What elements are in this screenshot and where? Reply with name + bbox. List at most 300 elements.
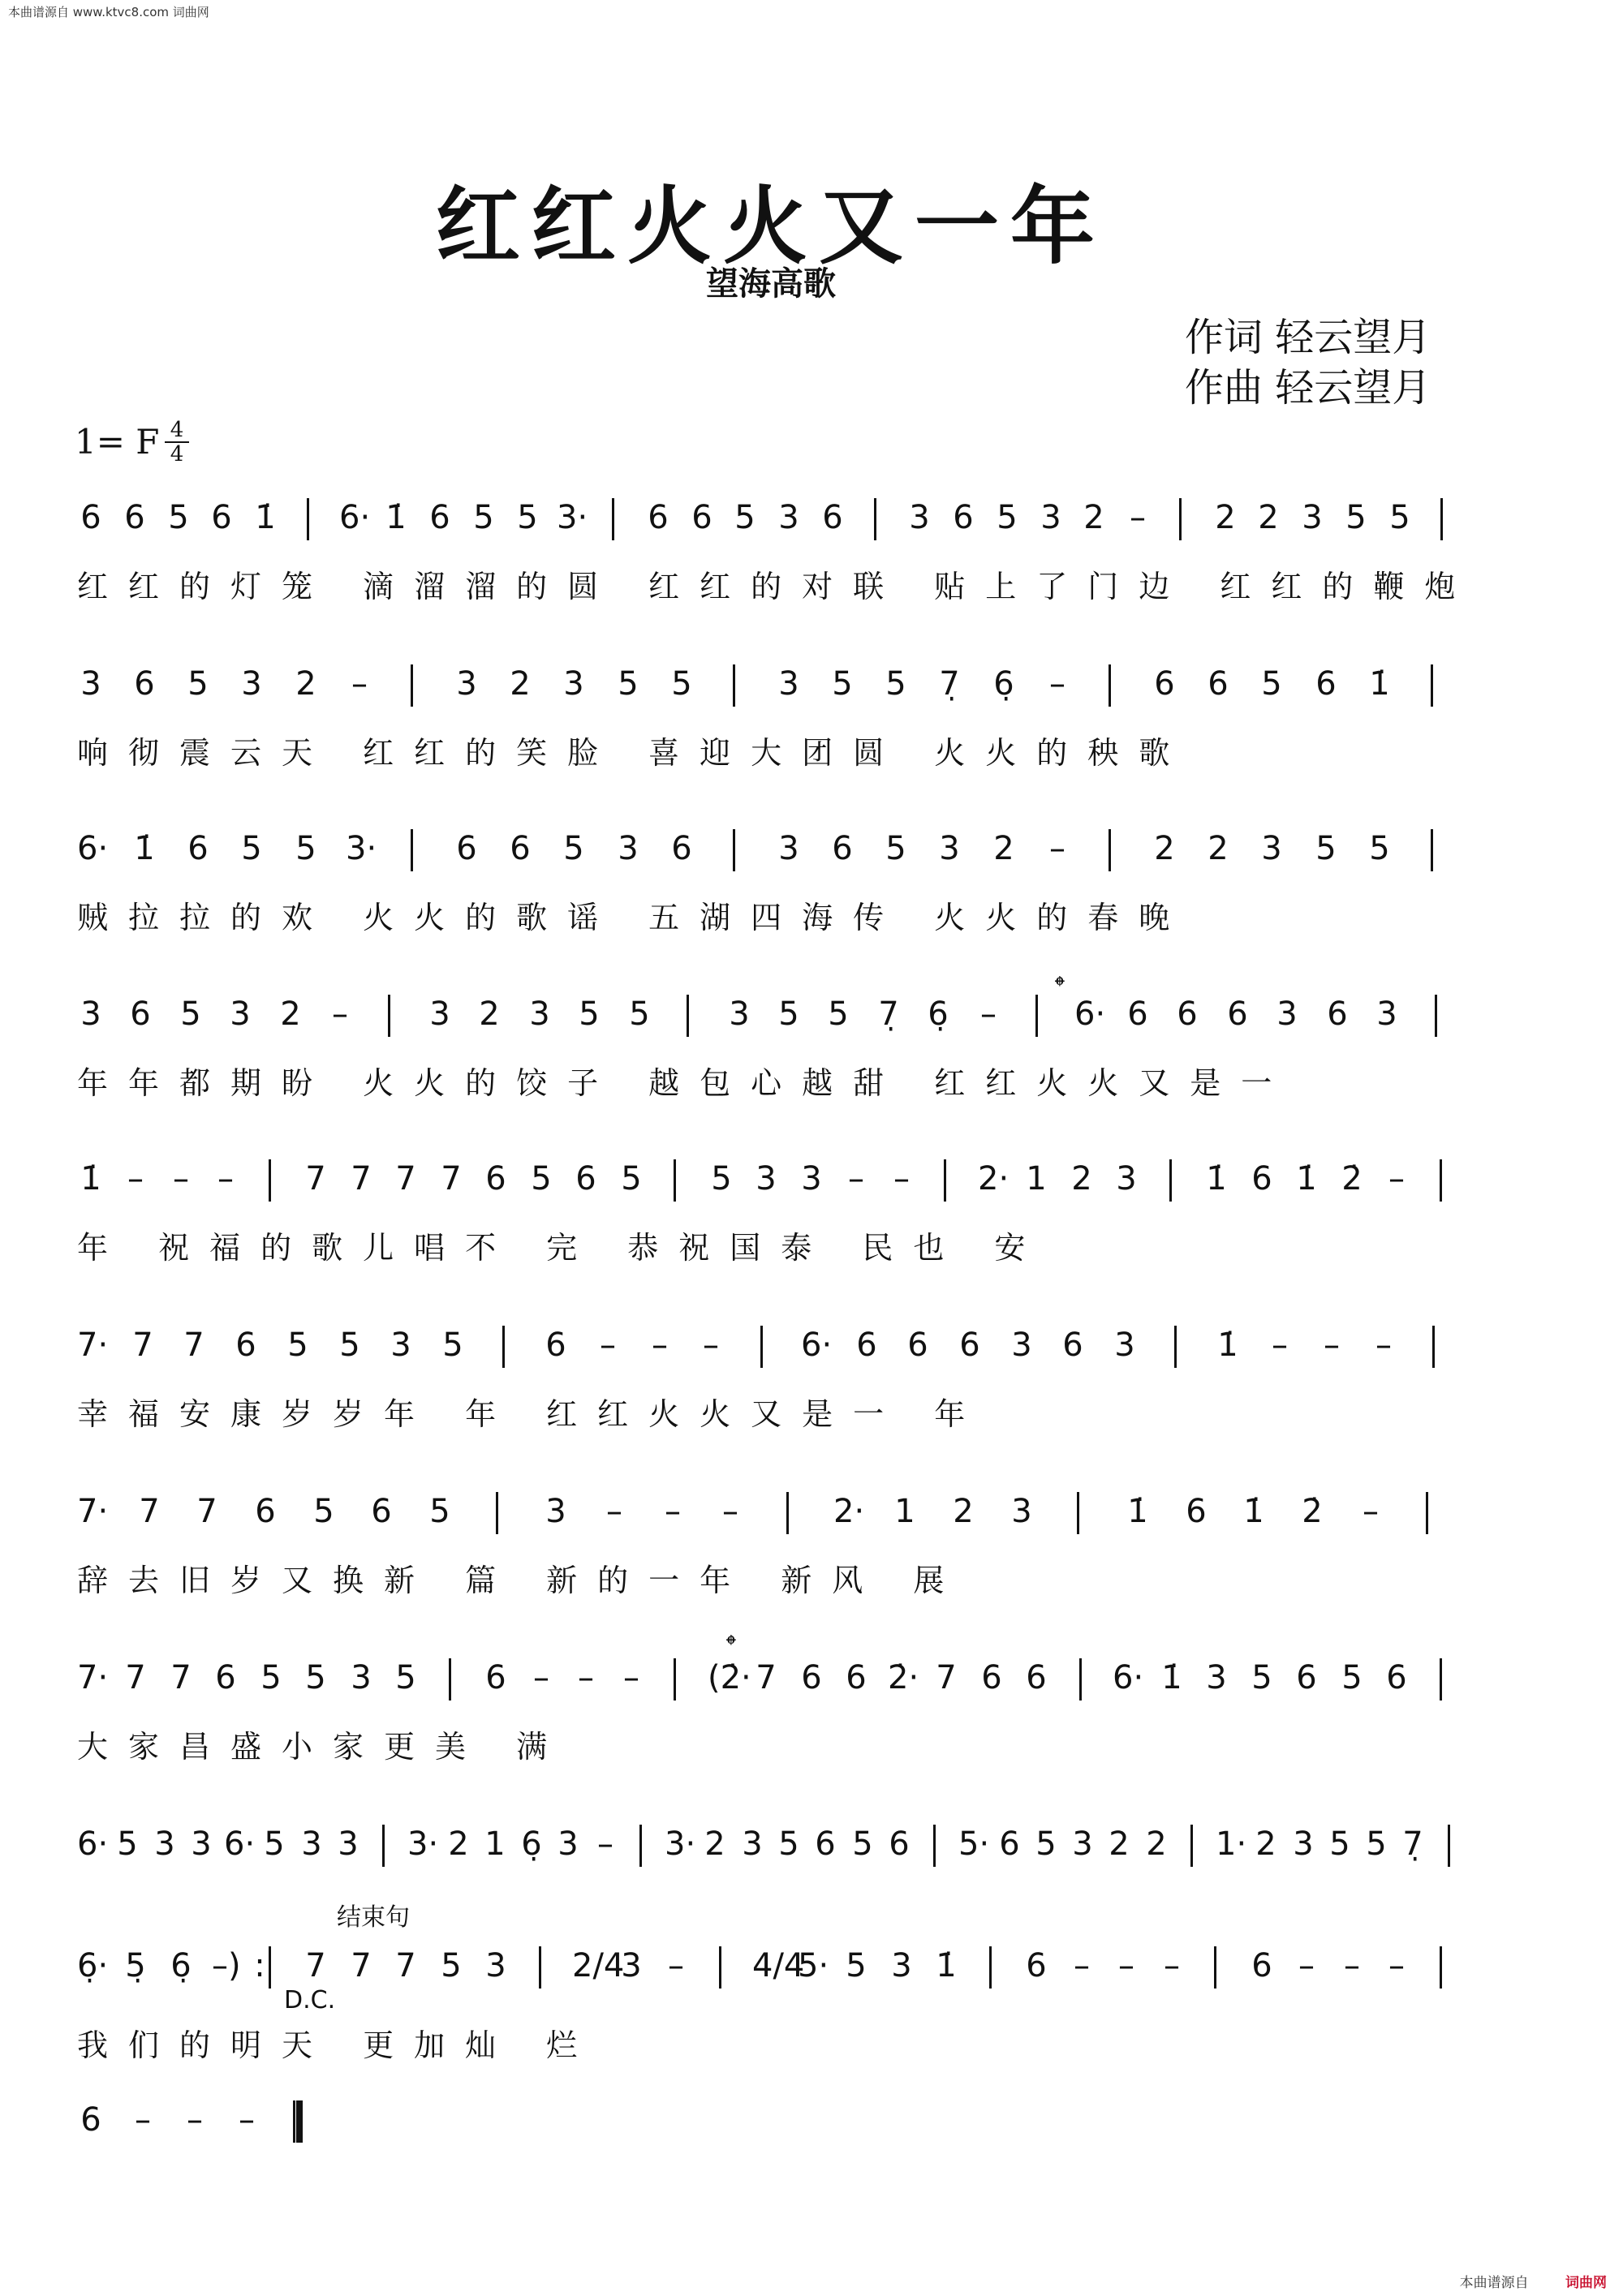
note: 5 [295,830,316,867]
dash-extension: – [597,1825,613,1863]
note: 6 [187,830,209,867]
note: 6 [1127,995,1148,1033]
score-system [77,1322,1473,1452]
note: 3 [778,499,799,536]
note: 6 [1062,1326,1083,1364]
note: 5 [1341,1659,1363,1696]
note: 3 [338,1825,359,1863]
note: 3 [1011,1493,1032,1530]
note: 6 [648,499,669,536]
barline [539,1946,541,1989]
note: 5 [618,665,639,703]
dash-extension: – [1164,1947,1180,1984]
barline [1440,1946,1442,1989]
note: 5 [1261,665,1282,703]
note: 5 [1251,1659,1272,1696]
note: 2 [1215,499,1236,536]
dash-extension: – [665,1493,681,1530]
note: 6 [429,499,450,536]
note: 3 [191,1825,212,1863]
note: 5 [264,1825,285,1863]
barline [496,1492,498,1534]
note: 3 [891,1947,912,1984]
note: 3 [621,1947,642,1984]
dash-extension: – [980,995,997,1033]
note: 6 [1327,995,1348,1033]
note: 7 [132,1326,153,1364]
note: 3 [563,665,584,703]
note: 6 [485,1160,506,1197]
note: 3 [456,665,477,703]
note: 1̇ [1217,1326,1238,1364]
note: 5· [798,1947,829,1984]
note: 4/4 [752,1947,805,1984]
score-system [77,495,1476,625]
note: 5 [517,499,538,536]
barline [269,1159,271,1202]
note: 5 [395,1659,416,1696]
bottom-watermark-site: 词曲网 [1565,2275,1607,2291]
note: 6 [545,1326,566,1364]
note: 5 [1345,499,1367,536]
barline [944,1159,946,1202]
dash-extension: – [127,1160,144,1197]
note: 6· [339,499,371,536]
note: 5 [339,1326,360,1364]
note: 6 [130,995,151,1033]
note: 6 [1026,1947,1047,1984]
barline [411,664,413,707]
credits-block [1185,312,1431,413]
barline [307,498,309,540]
dash-extension: – [606,1493,622,1530]
lyrics-row: 红红的灯笼 滴溜溜的圆 红红的对联 贴上了门边 红红的鞭炮 [77,569,1476,604]
note: 3 [485,1947,506,1984]
note: 7̣ [878,995,899,1033]
note: 6 [671,830,692,867]
note: 6̣ [170,1947,192,1984]
note: 7 [170,1659,192,1696]
note: 3 [80,665,101,703]
dash-extension: – [668,1947,684,1984]
barline [1174,1326,1177,1368]
note: 6 [371,1493,392,1530]
note: 3 [1293,1825,1314,1863]
note: 7 [756,1659,777,1696]
note: 6 [575,1160,596,1197]
barline [1435,995,1437,1037]
note: 2 [1146,1825,1167,1863]
note: 7 [351,1947,372,1984]
note: 6· [77,830,109,867]
note: 5 [313,1493,334,1530]
dash-extension: – [1130,499,1146,536]
note: 6· [77,1825,109,1863]
note: 6̣· [77,1947,109,1984]
note: 1̇ [936,1947,957,1984]
key-signature: 1= F [75,422,160,462]
note: 2 [993,830,1014,867]
note: 5 [1389,499,1410,536]
dash-extension: – [1272,1326,1288,1364]
note: 7· [77,1659,109,1696]
dash-extension: – [135,2101,151,2139]
top-watermark: 本曲谱源自 www.ktvc8.com 词曲网 [8,5,209,19]
note: 5 [1035,1825,1057,1863]
note: 3 [1261,830,1282,867]
note: 3 [154,1825,175,1863]
note: 7 [305,1947,326,1984]
note: 5 [187,665,209,703]
segno-mark-2: 𝄌 [726,1629,736,1662]
note: 6 [1177,995,1198,1033]
lyrics-row: 我们的明天 更加灿 烂 [77,2027,598,2063]
bottom-watermark [1460,2271,1607,2291]
dash-extension: – [351,665,368,703]
song-subtitle: 望海高歌 [706,265,836,303]
barline [989,1946,992,1989]
bottom-watermark-text: 本曲谱源自 [1459,2275,1529,2291]
time-signature [165,419,189,466]
note: 3 [390,1326,411,1364]
note: 3 [80,995,101,1033]
barline [1448,1825,1450,1867]
note: 6 [832,830,853,867]
barline [1426,1492,1428,1534]
note: 7 [441,1160,462,1197]
segno-mark-1: 𝄌 [1055,970,1065,1003]
note: 2/4 [572,1947,625,1984]
note: 6 [999,1825,1020,1863]
note: 6· [1113,1659,1144,1696]
note: 1̇ [134,830,155,867]
song-title: 红红火火又一年 [435,176,1106,276]
note: 6 [953,499,974,536]
note: 3· [407,1825,439,1863]
note: 3 [1072,1825,1093,1863]
notes-row [77,495,1473,545]
dash-extension: – [1298,1947,1315,1984]
note: –) [212,1947,241,1984]
note: 3 [1206,1659,1227,1696]
note: 3 [1040,499,1061,536]
note: 6 [691,499,712,536]
note: 3 [1302,499,1323,536]
note: 5 [579,995,600,1033]
note: 3 [756,1160,777,1197]
note: 6 [822,499,843,536]
note: 7̣ [1402,1825,1423,1863]
ending-label: 结束句 [337,1903,410,1932]
notes-row [77,1489,1473,1539]
dash-extension: – [1344,1947,1360,1984]
note: 6 [801,1659,822,1696]
dash-extension: – [1375,1326,1392,1364]
note: 2̇ [1302,1493,1323,1530]
note: 3 [1276,995,1298,1033]
notes-row [77,661,1473,712]
note: 7 [351,1160,372,1197]
barline [1440,498,1443,540]
dash-extension: – [187,2101,203,2139]
note: 6 [1208,665,1229,703]
repeat-dots: : [254,1947,265,1984]
notes-row [77,1821,1473,1872]
note: 6 [907,1326,928,1364]
note: 5 [260,1659,282,1696]
note: 3 [778,830,799,867]
note: 6̣ [993,665,1014,703]
lyrics-row: 辞去旧岁又换新 篇 新的一年 新风 展 [77,1563,965,1598]
barline [786,1492,789,1534]
note: 3 [1116,1160,1137,1197]
barline [719,1946,721,1989]
note: 5 [1369,830,1390,867]
note: 5 [442,1326,463,1364]
dash-extension: – [239,2101,255,2139]
note: 6 [1386,1659,1407,1696]
note: 5 [778,1825,799,1863]
notes-row [77,1156,1473,1206]
note: 6 [485,1659,506,1696]
barline [612,498,614,540]
dash-extension: – [533,1659,549,1696]
lyrics-row: 响彻震云天 红红的笑脸 喜迎大团圆 火火的秧歌 [77,735,1190,771]
note: 6· [801,1326,833,1364]
dash-extension: – [652,1326,668,1364]
note: 1̇ [1369,665,1390,703]
note: (2̇· [708,1659,751,1696]
note: 6 [856,1326,877,1364]
barline [1109,829,1111,871]
dash-extension: – [1324,1326,1340,1364]
note: 1̇ [1243,1493,1264,1530]
note: 2 [510,665,531,703]
note: 3 [939,830,960,867]
note: 2̇ [1341,1160,1363,1197]
barline [1079,1658,1082,1701]
note: 3· [346,830,377,867]
note: 3 [742,1825,763,1863]
note: 3 [230,995,251,1033]
note: 5 [473,499,494,536]
note: 6̣ [521,1825,542,1863]
barline [933,1825,936,1867]
dash-extension: – [1074,1947,1090,1984]
note: 5 [621,1160,642,1197]
barline [687,995,689,1037]
note: 5 [117,1825,138,1863]
note: 7 [139,1493,160,1530]
score-system [77,1655,1473,1785]
note: 1 [1026,1160,1047,1197]
dash-extension: – [623,1659,639,1696]
note: 5 [852,1825,873,1863]
notes-row [77,1322,1473,1373]
barline [449,1658,451,1701]
note: 2 [1071,1160,1092,1197]
note: 5̣ [125,1947,146,1984]
note: 3· [665,1825,696,1863]
note: 6 [1154,665,1175,703]
note: 2 [1208,830,1229,867]
note: 2 [1258,499,1279,536]
note: 1̇ [80,1160,101,1197]
note: 1̇ [1206,1160,1227,1197]
note: 5 [287,1326,308,1364]
dash-extension: – [893,1160,910,1197]
barline [760,1326,763,1368]
note: 2 [1083,499,1104,536]
note: 5 [305,1659,326,1696]
note: 5 [1329,1825,1350,1863]
notes-row [77,1655,1473,1705]
note: 5 [734,499,756,536]
note: 1̇ [1296,1160,1317,1197]
note: 6 [211,499,232,536]
note: 5 [180,995,201,1033]
note: 6 [134,665,155,703]
barline [502,1326,505,1368]
note: 7 [395,1947,416,1984]
note: 2 [479,995,500,1033]
lyrics-row: 幸福安康岁岁年 年 红红火火又是一 年 [77,1396,986,1432]
barline [1214,1946,1216,1989]
note: 6 [255,1493,276,1530]
lyrics-row: 年 祝福的歌儿唱不 完 恭祝国泰 民也 安 [77,1230,1046,1266]
note: 7 [395,1160,416,1197]
note: 6 [80,499,101,536]
note: 5 [1366,1825,1387,1863]
note: 2 [1109,1825,1130,1863]
da-capo-marker: D.C. [284,1986,336,2014]
note: 3 [301,1825,322,1863]
barline [411,829,413,871]
barline [874,498,876,540]
note: 5 [429,1493,450,1530]
dash-extension: – [1388,1160,1405,1197]
dash-extension: – [703,1326,719,1364]
note: 2· [978,1160,1010,1197]
note: 7· [77,1493,109,1530]
note: 5 [1315,830,1337,867]
score-system [77,1489,1473,1619]
score-system [77,1821,1473,1951]
score-system [77,991,1473,1121]
dash-extension: – [1049,830,1065,867]
note: 3 [1376,995,1397,1033]
dash-extension: – [600,1326,616,1364]
note: 5· [958,1825,990,1863]
lyricist-credit: 作词 轻云望月 [1185,315,1431,360]
note: 3 [1011,1326,1032,1364]
note: 1̇ [385,499,407,536]
note: 2̇· [888,1659,919,1696]
note: 6 [456,830,477,867]
note: 6 [959,1326,980,1364]
note: 6 [1186,1493,1207,1530]
dash-extension: – [722,1493,738,1530]
note: 6 [124,499,145,536]
note: 3 [1114,1326,1135,1364]
barline [382,1825,385,1867]
dash-extension: – [578,1659,594,1696]
note: 6 [815,1825,836,1863]
barline [674,1658,676,1701]
note: 1 [894,1493,915,1530]
barline [1077,1492,1079,1534]
score-system [77,1156,1473,1286]
note: 3· [557,499,588,536]
note: 6· [1074,995,1106,1033]
note: 6 [215,1659,236,1696]
note: 2 [1154,830,1175,867]
barline [1431,829,1433,871]
lyrics-row: 年年都期盼 火火的饺子 越包心越甜 红红火火又是一 [77,1065,1293,1101]
note: 5 [846,1947,867,1984]
note: 6 [510,830,531,867]
note: 3 [618,830,639,867]
note: 6· [224,1825,256,1863]
note: 2 [295,665,316,703]
barline [1432,1326,1435,1368]
barline [388,995,390,1037]
note: 3 [351,1659,372,1696]
note: 7 [936,1659,957,1696]
note: 7 [196,1493,217,1530]
notes-row [77,2097,1473,2148]
notes-row [77,826,1473,876]
lyrics-row: 大家昌盛小家更美 满 [77,1729,568,1765]
note: 3 [778,665,799,703]
score-system [77,661,1473,791]
barline [1190,1825,1193,1867]
note: 6 [846,1659,867,1696]
barline [1035,995,1038,1037]
note: 2 [448,1825,469,1863]
time-signature-bottom: 4 [165,441,189,466]
barline [674,1159,676,1202]
dash-extension: – [1118,1947,1134,1984]
note: 3 [241,665,262,703]
barline [733,829,735,871]
note: 7 [305,1160,326,1197]
note: 6 [981,1659,1002,1696]
note: 5 [531,1160,552,1197]
note: 5 [711,1160,732,1197]
final-barline [293,2100,303,2143]
note: 5 [241,830,262,867]
note: 5 [832,665,853,703]
note: 3 [801,1160,822,1197]
note: 6 [1026,1659,1047,1696]
note: 1· [1216,1825,1247,1863]
barline [1440,1658,1442,1701]
note: 5 [168,499,189,536]
note: 6 [1251,1160,1272,1197]
note: 1̇ [255,499,276,536]
note: 3 [529,995,550,1033]
note: 6 [1227,995,1248,1033]
note: 5 [997,499,1018,536]
note: 3 [545,1493,566,1530]
note: 3 [729,995,750,1033]
note: 6 [80,2101,101,2139]
dash-extension: – [173,1160,189,1197]
note: 7 [125,1659,146,1696]
lyrics-row: 贼拉拉的欢 火火的歌谣 五湖四海传 火火的春晚 [77,900,1190,935]
note: 5 [885,665,906,703]
